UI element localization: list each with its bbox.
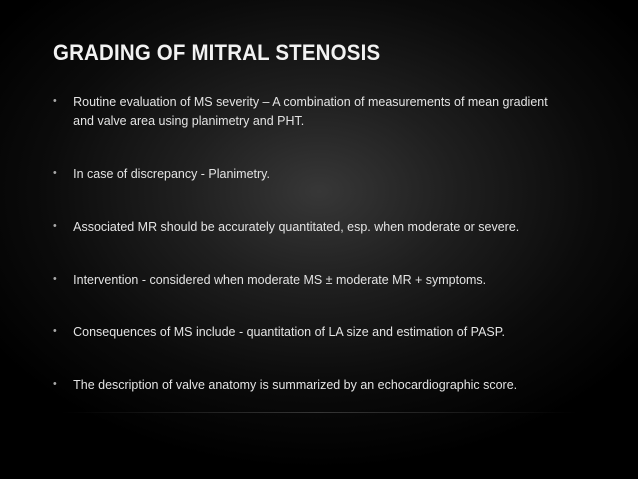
- bullet-text: Routine evaluation of MS severity – A combination of measurements of mean gradient and valve area using planimetry and PHT.: [73, 94, 548, 128]
- bullet-text: In case of discrepancy - Planimetry.: [73, 166, 270, 181]
- bullet-icon: •: [53, 273, 57, 285]
- bullet-text: Associated MR should be accurately quantitated, esp. when moderate or severe.: [73, 219, 520, 234]
- bullet-item: [53, 375, 517, 394]
- bullet-text: Consequences of MS include - quantitation of LA size and estimation of PASP.: [73, 324, 505, 339]
- bullet-text: Intervention - considered when moderate MS ± moderate MR + symptoms.: [73, 272, 487, 287]
- bullet-icon: •: [53, 325, 57, 337]
- decorative-divider: [60, 412, 578, 413]
- bullet-item: [53, 92, 571, 130]
- bullet-item: [53, 322, 505, 341]
- bullet-icon: •: [53, 95, 57, 107]
- bullet-item: [53, 217, 519, 236]
- bullet-item: [53, 270, 486, 289]
- bullet-icon: •: [53, 378, 57, 390]
- bullet-icon: •: [53, 167, 57, 179]
- bullet-icon: •: [53, 220, 57, 232]
- slide-title: GRADING OF MITRAL STENOSIS: [53, 40, 381, 65]
- bullet-text: The description of valve anatomy is summarized by an echocardiographic score.: [73, 377, 518, 392]
- bullet-item: [53, 164, 270, 183]
